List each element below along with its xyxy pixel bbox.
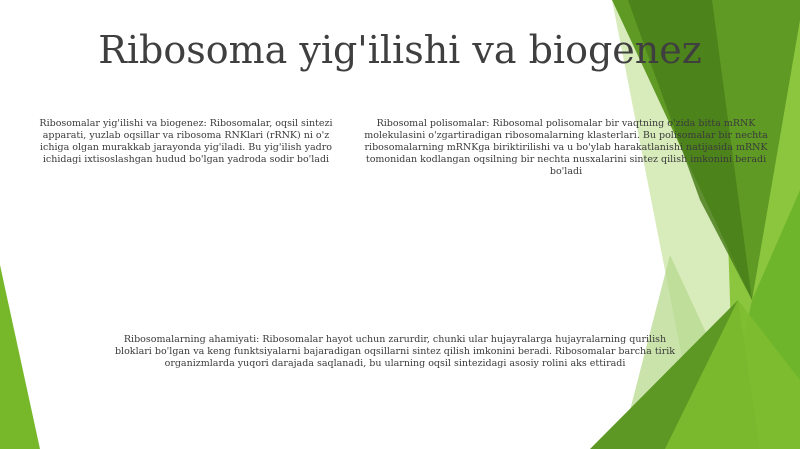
left-green-facet xyxy=(0,265,40,449)
slide-title: Ribosoma yig'ilishi va biogenez xyxy=(98,28,702,72)
paragraph-ribosome-importance: Ribosomalarning ahamiyati: Ribosomalar hayot uchun zarurdir, chunki ular hujayralarga hujayralarning qurilish bloklari bo'lgan va keng funktsiyalarni bajaradigan oqsillarni sintez qilish imkonini beradi. Ribosomalar barcha tirik organizmlarda yuqori darajada saqlanadi, bu ularning oqsil sintezidagi asosiy rolini aks ettiradi xyxy=(114,334,676,369)
paragraph-ribosome-assembly: Ribosomalar yig'ilishi va biogenez: Ribosomalar, oqsil sintezi apparati, yuzlab oqsillar va ribosoma RNKlari (rRNK) ni o'z ichiga olgan murakkab jarayonda yig'iladi. Bu yig'ilish yadro ichidagi ixtisoslashgan hudud bo'lgan yadroda sodir bo'ladi xyxy=(39,118,333,165)
paragraph-polysomes: Ribosomal polisomalar: Ribosomal polisomalar bir vaqtning o'zida bitta mRNK molekulasini o'zgartiradigan ribosomalarning klasterlari. Bu polisomalar bir nechta ribosomalarning mRNKga biriktirilishi va u bo'ylab harakatlanishi natijasida mRNK tomonidan kodlangan oqsilning bir nechta nusxalarini sintez qilish imkonini beradi bo'ladi xyxy=(364,118,768,177)
